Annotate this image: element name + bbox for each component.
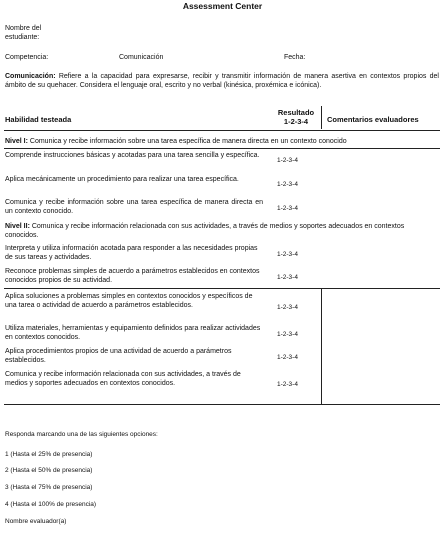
date-field[interactable]: Fecha:	[284, 54, 306, 61]
instructions-text: Responda marcando una de las siguientes opciones:	[5, 431, 158, 438]
competencia-def-label: Comunicación:	[5, 73, 56, 80]
nivel1-label: Nivel I:	[5, 138, 28, 145]
table-end-rule	[4, 404, 440, 405]
score-scale[interactable]: 1-2-3-4	[277, 354, 298, 361]
header-resultado: Resultado	[277, 108, 315, 117]
nivel1-heading	[5, 137, 441, 146]
list-item: Comprende instrucciones básicas y acotadas para una tarea sencilla y específica.	[5, 152, 260, 159]
comments-divider	[321, 288, 322, 404]
header-divider	[321, 106, 322, 129]
competencia-definition	[5, 72, 439, 90]
option-item[interactable]: 1 (Hasta el 25% de presencia)	[5, 451, 93, 458]
option-item[interactable]: 2 (Hasta el 50% de presencia)	[5, 467, 93, 474]
score-scale[interactable]: 1-2-3-4	[277, 205, 298, 212]
list-item: Interpreta y utiliza información acotada para responder a las necesidades propias de sus tareas y actividades.	[5, 245, 258, 261]
header-scale: 1-2-3-4	[283, 117, 309, 126]
competencia-value: Comunicación	[119, 54, 164, 61]
score-scale[interactable]: 1-2-3-4	[277, 304, 298, 311]
score-scale[interactable]: 1-2-3-4	[277, 274, 298, 281]
nivel2-label: Nivel II:	[5, 223, 30, 230]
list-item: Comunica y recibe información relacionada con sus actividades, a través de medios y soportes adecuados en contextos conocidos.	[5, 371, 241, 387]
list-item: Reconoce problemas simples de acuerdo a parámetros establecidos en contextos conocidos propios de su actividad.	[5, 268, 260, 284]
list-item: Comunica y recibe información sobre una tarea específica de manera directa en un contexto conocido.	[5, 199, 263, 215]
option-item[interactable]: 4 (Hasta el 100% de presencia)	[5, 501, 97, 508]
list-item: Aplica mecánicamente un procedimiento para realizar una tarea específica.	[5, 176, 239, 183]
header-rule	[4, 130, 440, 131]
student-name-field[interactable]: Nombre del estudiante:	[5, 25, 42, 41]
list-item: Utiliza materiales, herramientas y equipamiento definidos para realizar actividades en contextos conocidos.	[5, 325, 261, 341]
list-item: Aplica procedimientos propios de una actividad de acuerdo a parámetros establecidos.	[5, 348, 232, 364]
list-item: Aplica soluciones a problemas simples en contextos conocidos y específicos de una tarea o actividad de acuerdo a parámetros establecidos.	[5, 293, 253, 309]
competencia-label: Competencia:	[5, 54, 49, 61]
section-rule	[4, 288, 440, 289]
header-comentarios: Comentarios evaluadores	[327, 115, 419, 124]
score-scale[interactable]: 1-2-3-4	[277, 251, 298, 258]
option-item[interactable]: 3 (Hasta el 75% de presencia)	[5, 484, 93, 491]
score-scale[interactable]: 1-2-3-4	[277, 331, 298, 338]
header-habilidad: Habilidad testeada	[5, 115, 72, 124]
nivel2-text: Comunica y recibe información relacionada con sus actividades, a través de medios y soportes adecuados en contextos conocidos.	[5, 223, 405, 239]
nivel1-rule	[4, 148, 440, 149]
page-title: Assessment Center	[182, 1, 263, 11]
nivel2-heading	[5, 222, 439, 240]
score-scale[interactable]: 1-2-3-4	[277, 181, 298, 188]
competencia-def-text: Refiere a la capacidad para expresarse, recibir y transmitir información de manera asertiva en contextos propios del ámbito de su quehacer. Considera el lenguaje oral, escrito y no verbal (kinésica, proxémica e icónica).	[5, 73, 439, 89]
evaluator-name-field[interactable]: Nombre evaluador(a)	[5, 518, 67, 525]
score-scale[interactable]: 1-2-3-4	[277, 381, 298, 388]
nivel1-text: Comunica y recibe información sobre una tarea específica de manera directa en un contexto conocido	[29, 138, 347, 145]
score-scale[interactable]: 1-2-3-4	[277, 157, 298, 164]
